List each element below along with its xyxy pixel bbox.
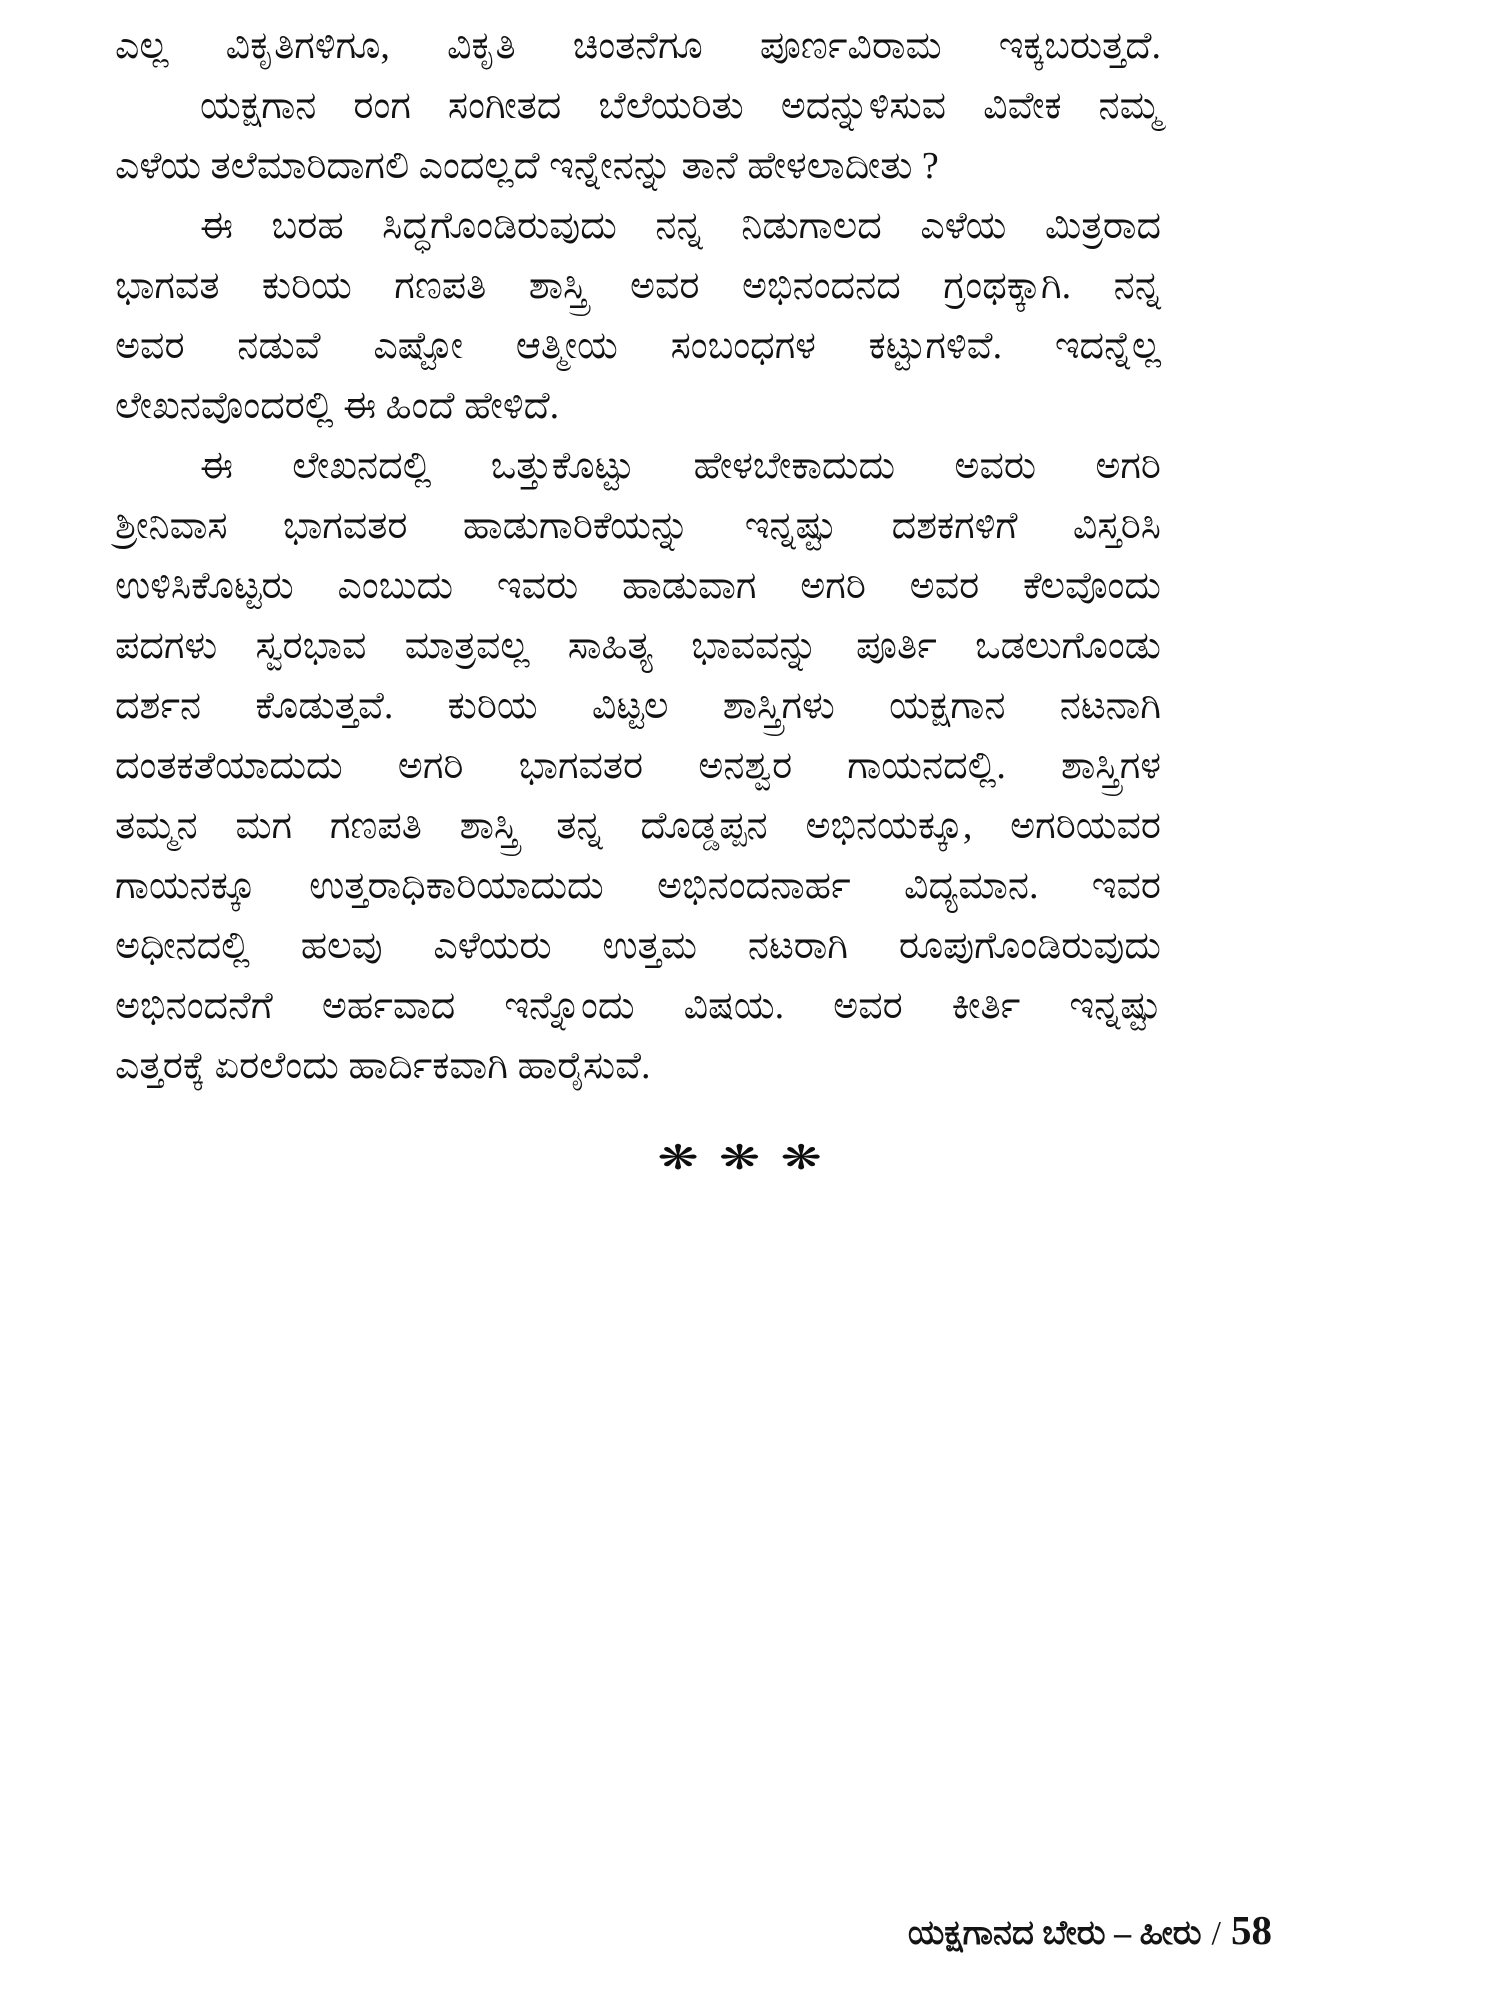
section-separator — [0, 1138, 1500, 1198]
text-line: ಲೇಖನವೊಂದರಲ್ಲಿ ಈ ಹಿಂದೆ ಹೇಳಿದೆ. — [115, 385, 560, 427]
footer-divider: / — [1211, 1915, 1221, 1952]
paragraph — [115, 436, 1161, 1096]
text-line: ತಮ್ಮನ ಮಗ ಗಣಪತಿ ಶಾಸ್ತ್ರಿ ತನ್ನ ದೊಡ್ಡಪ್ಪನ ಅಭಿನಯಕ್ಕೂ, ಅಗರಿಯವರ — [115, 805, 1161, 847]
paragraph — [115, 76, 1161, 196]
text-line: ಶ್ರೀನಿವಾಸ ಭಾಗವತರ ಹಾಡುಗಾರಿಕೆಯನ್ನು ಇನ್ನಷ್ಟು ದಶಕಗಳಿಗೆ ವಿಸ್ತರಿಸಿ — [115, 505, 1161, 547]
body-text-block — [115, 16, 1161, 1096]
text-line: ಅವರ ನಡುವೆ ಎಷ್ಟೋ ಆತ್ಮೀಯ ಸಂಬಂಧಗಳ ಕಟ್ಟುಗಳಿವೆ. ಇದನ್ನೆಲ್ಲ — [115, 325, 1161, 367]
text-line: ಭಾಗವತ ಕುರಿಯ ಗಣಪತಿ ಶಾಸ್ತ್ರಿ ಅವರ ಅಭಿನಂದನದ ಗ್ರಂಥಕ್ಕಾಗಿ. ನನ್ನ — [115, 265, 1161, 307]
paragraph — [115, 16, 1161, 76]
page-footer — [908, 1906, 1272, 1954]
paragraph — [115, 196, 1161, 436]
text-line: ದಂತಕತೆಯಾದುದು ಅಗರಿ ಭಾಗವತರ ಅನಶ್ವರ ಗಾಯನದಲ್ಲಿ. ಶಾಸ್ತ್ರಿಗಳ — [115, 745, 1161, 787]
text-line: ಅಭಿನಂದನೆಗೆ ಅರ್ಹವಾದ ಇನ್ನೊಂದು ವಿಷಯ. ಅವರ ಕೀರ್ತಿ ಇನ್ನಷ್ಟು — [115, 985, 1161, 1027]
text-line: ಅಧೀನದಲ್ಲಿ ಹಲವು ಎಳೆಯರು ಉತ್ತಮ ನಟರಾಗಿ ರೂಪುಗೊಂಡಿರುವುದು — [115, 925, 1161, 967]
text-line: ಈ ಲೇಖನದಲ್ಲಿ ಒತ್ತುಕೊಟ್ಟು ಹೇಳಬೇಕಾದುದು ಅವರು ಅಗರಿ — [200, 445, 1161, 487]
text-line: ಗಾಯನಕ್ಕೂ ಉತ್ತರಾಧಿಕಾರಿಯಾದುದು ಅಭಿನಂದನಾರ್ಹ ವಿದ್ಯಮಾನ. ಇವರ — [115, 865, 1161, 907]
text-line: ಎಲ್ಲ ವಿಕೃತಿಗಳಿಗೂ, ವಿಕೃತಿ ಚಿಂತನೆಗೂ ಪೂರ್ಣವಿರಾಮ ಇಕ್ಕಬರುತ್ತದೆ. — [115, 25, 1161, 67]
footer-page-number: 58 — [1231, 1907, 1272, 1953]
text-line: ದರ್ಶನ ಕೊಡುತ್ತವೆ. ಕುರಿಯ ವಿಟ್ಟಲ ಶಾಸ್ತ್ರಿಗಳು ಯಕ್ಷಗಾನ ನಟನಾಗಿ — [115, 685, 1161, 727]
text-line: ಎಳೆಯ ತಲೆಮಾರಿದಾಗಲಿ ಎಂದಲ್ಲದೆ ಇನ್ನೇನನ್ನು ತಾನೆ ಹೇಳಲಾದೀತು ? — [115, 145, 939, 187]
text-line: ಉಳಿಸಿಕೊಟ್ಟರು ಎಂಬುದು ಇವರು ಹಾಡುವಾಗ ಅಗರಿ ಅವರ ಕೆಲವೊಂದು — [115, 565, 1161, 607]
text-line: ಈ ಬರಹ ಸಿದ್ಧಗೊಂಡಿರುವುದು ನನ್ನ ನಿಡುಗಾಲದ ಎಳೆಯ ಮಿತ್ರರಾದ — [200, 205, 1161, 247]
text-line: ಯಕ್ಷಗಾನ ರಂಗ ಸಂಗೀತದ ಬೆಲೆಯರಿತು ಅದನ್ನುಳಿಸುವ ವಿವೇಕ ನಮ್ಮ — [200, 85, 1161, 127]
floral-asterisk-ornament: ❋❋❋ — [657, 1140, 843, 1177]
text-line: ಪದಗಳು ಸ್ವರಭಾವ ಮಾತ್ರವಲ್ಲ ಸಾಹಿತ್ಯ ಭಾವವನ್ನು ಪೂರ್ತಿ ಒಡಲುಗೊಂಡು — [115, 625, 1161, 667]
footer-book-title: ಯಕ್ಷಗಾನದ ಬೇರು – ಹೀರು — [907, 1915, 1202, 1952]
text-line: ಎತ್ತರಕ್ಕೆ ಏರಲೆಂದು ಹಾರ್ದಿಕವಾಗಿ ಹಾರೈಸುವೆ. — [115, 1045, 651, 1087]
